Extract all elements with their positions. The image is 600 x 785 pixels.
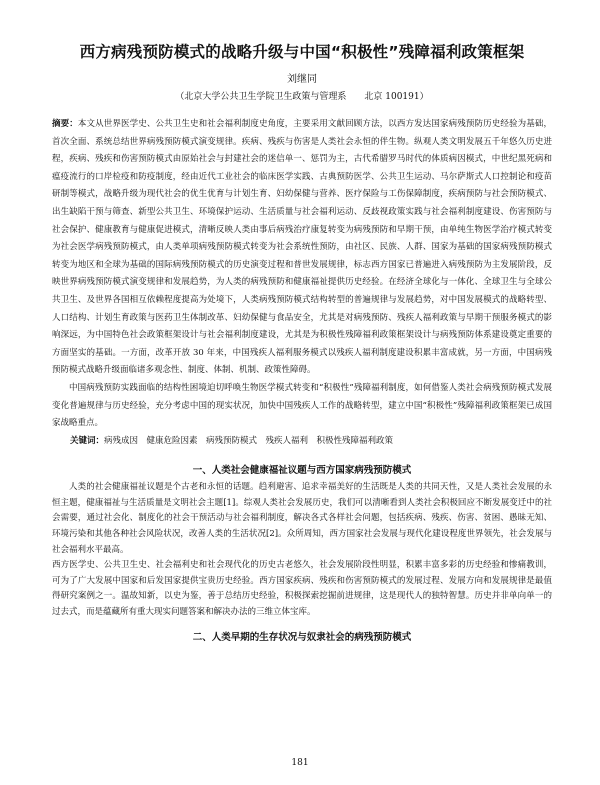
section-heading-2: 二、人类早期的生存状况与奴隶社会的病残预防模式 (192, 631, 412, 643)
page-number: 181 (291, 758, 309, 768)
article-page (52, 40, 552, 647)
keywords-text: 病残成因 健康危险因素 病残预防模式 残疾人福利 积极性残障福利政策 (104, 435, 394, 446)
section-1-paragraph-2: 西方医学史、公共卫生史、社会福利史和社会现代化的历史古老悠久，社会发展阶段性明显，积累丰富多彩的历史经验和惨痛教训，可为了广大发展中国家和后发国家提供宝贵历史经验。西方国家疾病、残疾和伤害预防模式的发展过程、发展方向和发展规律是最值得研究案例之一。温故知新，以史为鉴，善于总结历史经验，积极探索挖掘前进规律，这是现代人的独特智慧。历史并非单向单一的过去式，而是蕴藏所有重大现实问题答案和解决办法的三维立体宝库。 (52, 560, 552, 618)
section-1-paragraph-1: 人类的社会健康福祉议题是个古老和永恒的话题。趋利避害、追求幸福美好的生活既是人类的共同天性，又是人类社会发展的永恒主题，健康福祉与生活质量是文明社会主题[1]。综观人类社会发展历史，我们可以清晰看到人类社会积极回应不断发展变迁中的社会需要，通过社会化、制度化的社会干预活动与社会福利制度，解决各式各样社会问题，包括疾病、残疾、伤害、贫困、愚昧无知、环境污染和其他各种社会风险状况，改善人类的生活状况[2]。众所周知，西方国家社会发展与现代化建设程度世界领先，社会发展与社会福利水平最高。 (52, 482, 552, 555)
abstract-text: 本文从世界医学史、公共卫生史和社会福利制度史角度，主要采用文献回顾方法，以西方发达国家病残预防历史经验为基础，首次全面、系统总结世界病残预防模式演变规律。疾病、残疾与伤害是人类社会永恒的伴生物。纵观人类文明发展五千年悠久历史进程，疾病、残疾和伤害预防模式由原始社会与封建社会的迷信单一、惩罚为主，古代希腊罗马时代的体质病因模式，中世纪黑死病和瘟疫流行的口岸检疫和防疫制度，经由近代工业社会的临床医学实践、古典预防医学、公共卫生运动、马尔萨斯式人口控制论和疫苗研制等模式，战略升级为现代社会的优生优育与计划生育、妇幼保健与营养、医疗保险与工伤保障制度，疾病预防与社会预防模式、出生缺陷干预与筛查、新型公共卫生、环境保护运动、生活质量与社会福利运动、反歧视政策实践与社会福利制度建设、伤害预防与社会保护、健康教育与健康促进模式，清晰反映人类由事后病残治疗康复转变为病残预防和早期干预，由单纯生物医学治疗模式转变为社会医学病残预防模式，由人类单项病残预防模式转变为社会系统性预防，由社区、民族、人群、国家为基础的国家病残预防模式转变为地区和全球为基础的国际病残预防模式的历史演变过程和普世发展规律，标志西方国家已普遍进入病残预防为主发展阶段，反映世界病残预防模式演变规律和发展趋势，为人类的病残预防和健康福祉提供历史经验。在经济全球化与一体化、全球卫生与全球公共卫生、及世界各国相互依赖程度提高为处境下，人类病残预防模式结构转型的普遍规律与发展趋势，对中国发展模式的战略转型、人口结构、计划生育政策与医药卫生体制改革、妇幼保健与食品安全，尤其是对病残预防、残疾人福利政策与早期干预服务模式的影响深远，为中国特色社会政策框架设计与社会福利制度建设，尤其是为积极性残障福利政策框架设计与病残预防体系建设奠定重要的方面坚实的基础。一方面，改革开放 30 年来，中国残疾人福利服务模式以残疾人福利制度建设积累丰富成就，另一方面，中国病残预防模式战略升级面临诸多观念性、制度、体制、机制、政策性障碍。 (52, 119, 552, 376)
author-affiliation: （北京大学公共卫生学院卫生政策与管理系 北京 100191） (175, 92, 429, 102)
keywords (70, 433, 552, 451)
keywords-label: 关键词： (70, 435, 105, 446)
abstract (52, 116, 552, 380)
abstract-tail: 中国病残预防实践面临的结构性困境迫切呼唤生物医学模式转变和“积极性”残障福利制度，如何借鉴人类社会病残预防模式发展变化普遍规律与历史经验，充分考虑中国的现实状况，加快中国残疾人工作的战略转型，建立中国“积极性”残障福利政策框架已成国家战略重点。 (52, 382, 552, 429)
abstract-label: 摘要： (52, 119, 78, 129)
author-name: 刘继同 (287, 74, 317, 85)
article-title: 西方病残预防模式的战略升级与中国“积极性”残障福利政策框架 (79, 43, 525, 61)
section-heading-1: 一、人类社会健康福祉议题与西方国家病残预防模式 (192, 465, 412, 477)
